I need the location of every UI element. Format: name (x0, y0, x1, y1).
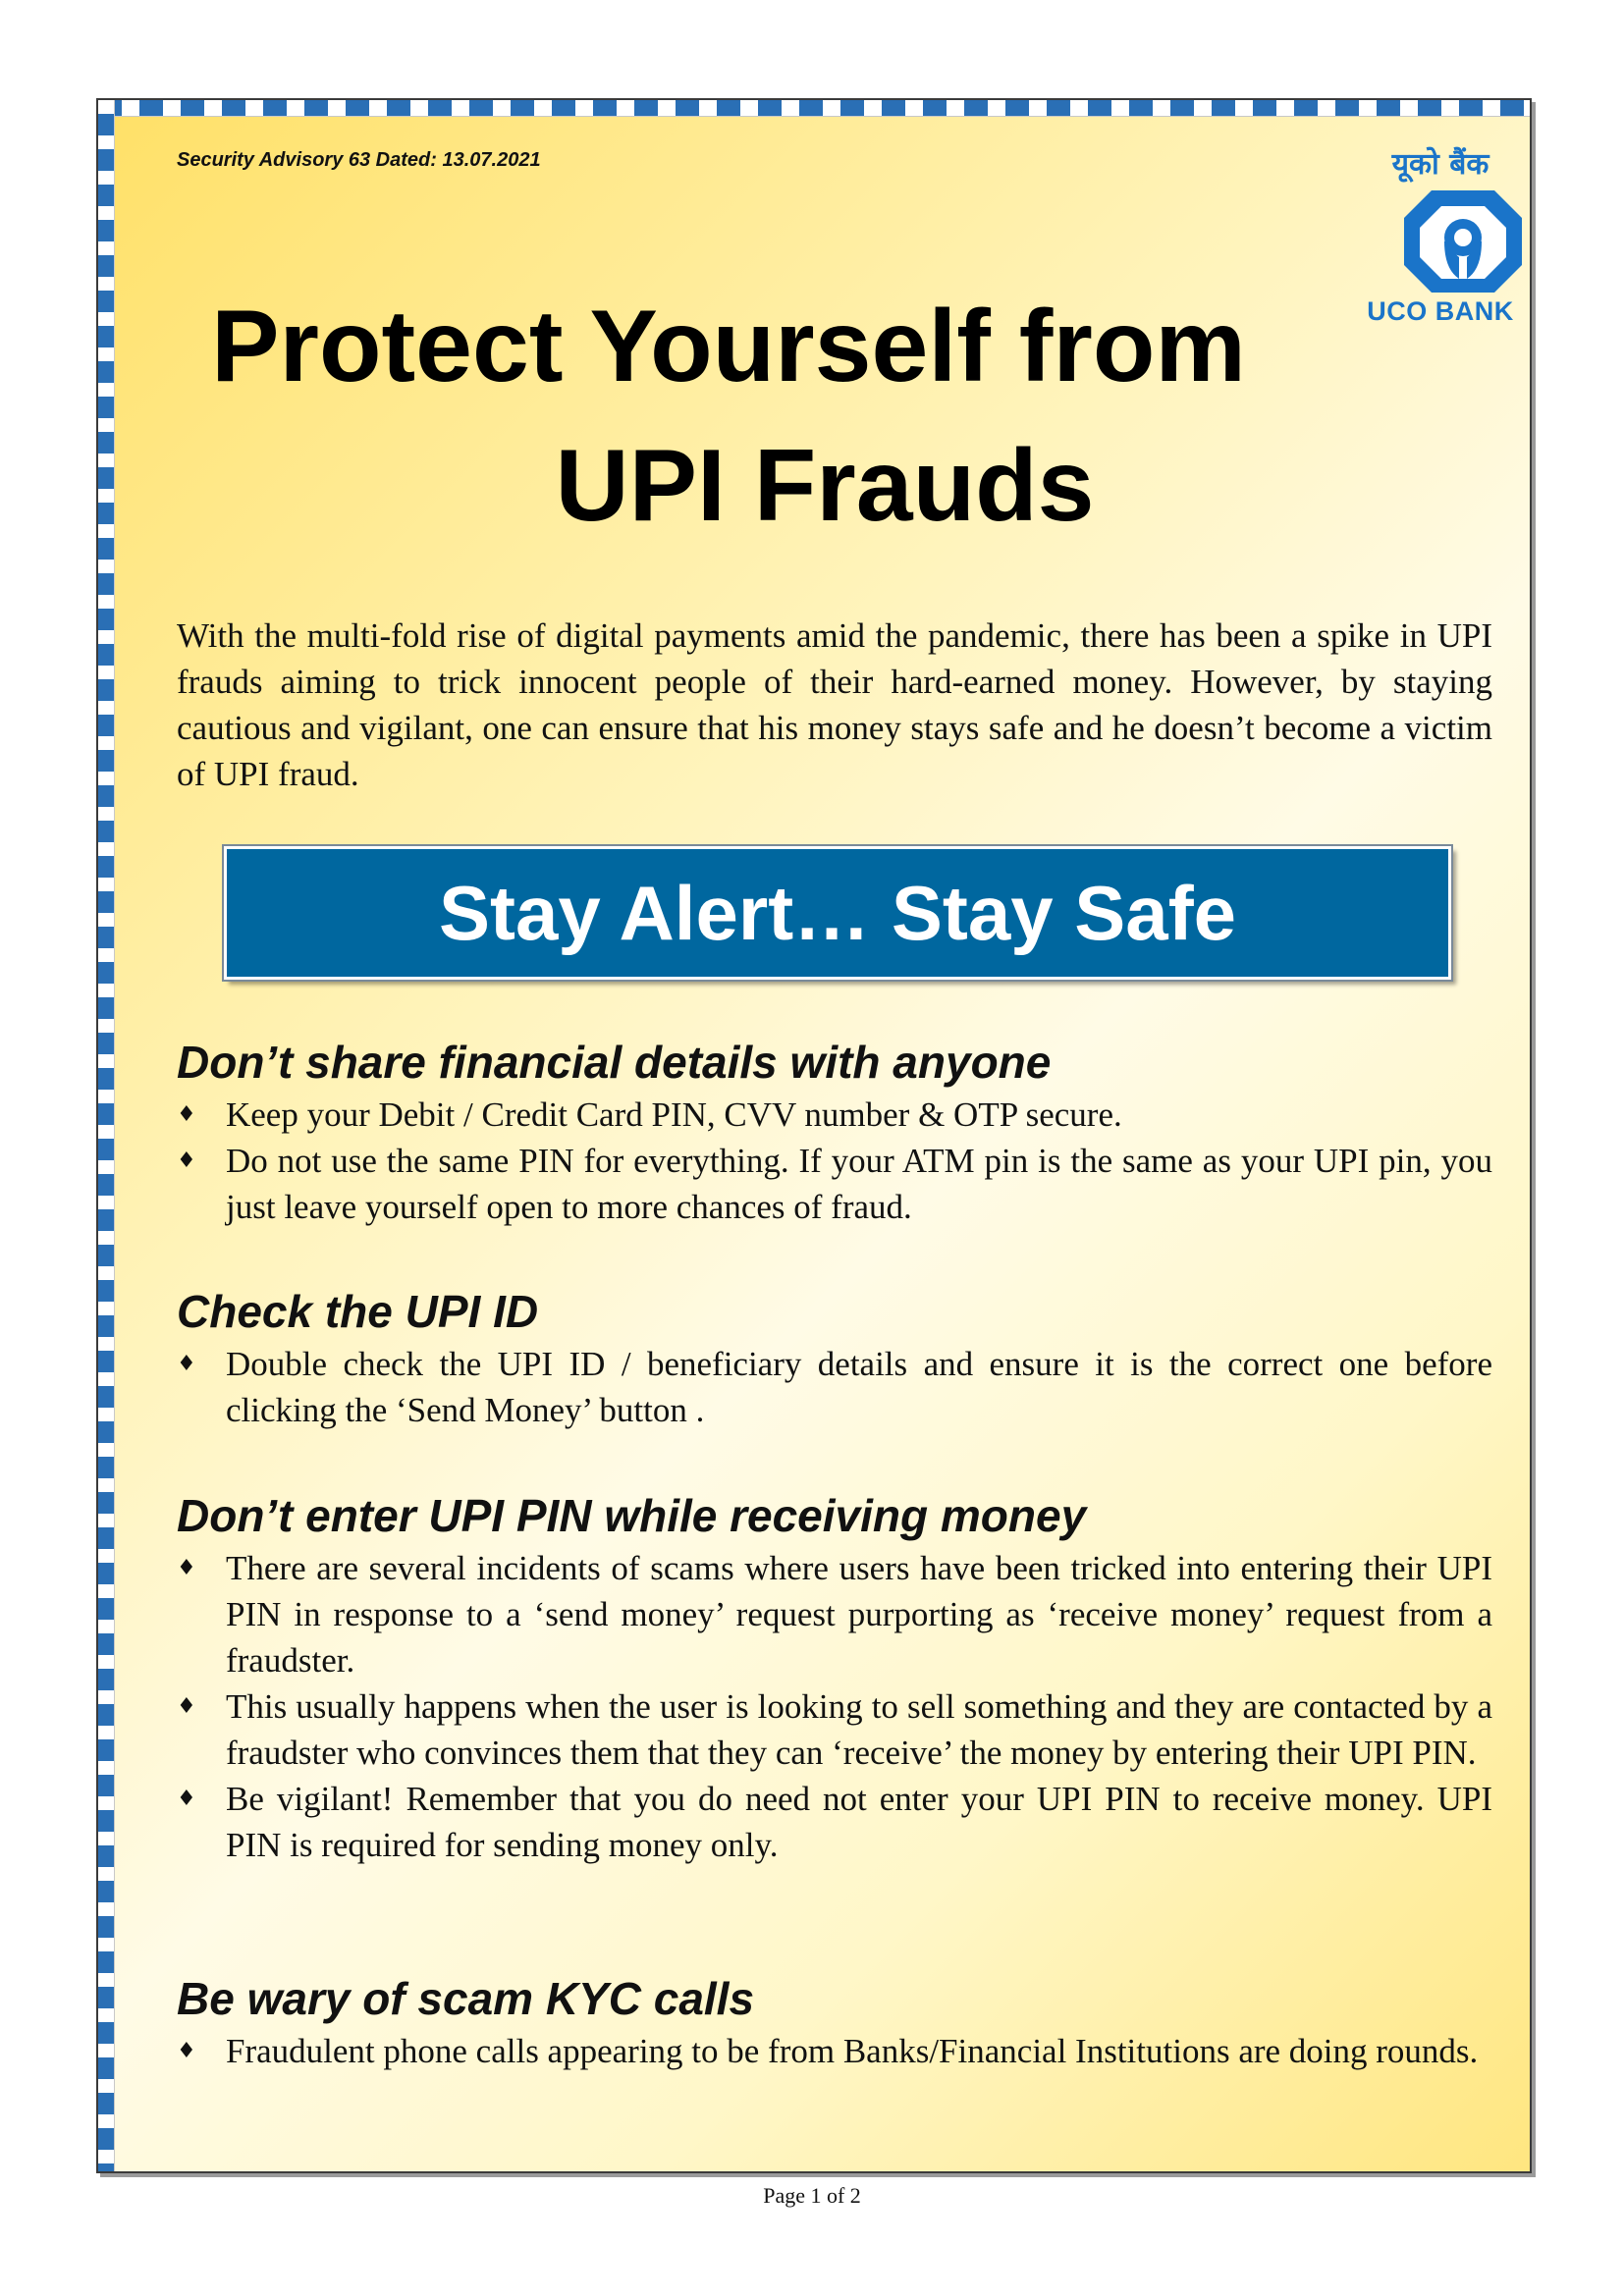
section-upi-pin-receiving (177, 1488, 1492, 1868)
list-item: ♦ Double check the UPI ID / beneficiary details and ensure it is the correct one before clicking the ‘Send Money’ button . (177, 1341, 1492, 1433)
list-item: ♦ Be vigilant! Remember that you do need not enter your UPI PIN to receive money. UPI PIN is required for sending money only. (177, 1776, 1492, 1868)
bullet-list (177, 1092, 1492, 1230)
diamond-bullet-icon: ♦ (177, 1556, 196, 1580)
list-item: ♦ This usually happens when the user is looking to sell something and they are contacted by a fraudster who convinces them that they can ‘receive’ the money by entering their UPI PIN. (177, 1683, 1492, 1776)
list-item: ♦ Fraudulent phone calls appearing to be from Banks/Financial Institutions are doing rounds. (177, 2028, 1492, 2074)
list-item: ♦ Do not use the same PIN for everything. If your ATM pin is the same as your UPI pin, you just leave yourself open to more chances of fraud. (177, 1138, 1492, 1230)
intro-paragraph: With the multi-fold rise of digital payments amid the pandemic, there has been a spike in UPI frauds aiming to trick innocent people of their hard-earned money. However, by staying cautious and vigilant, one can ensure that his money stays safe and he doesn’t become a victim of UPI fraud. (177, 616, 1492, 793)
section-heading: Don’t share financial details with anyone (177, 1037, 1052, 1088)
logo-hindi-text: यूको बैंक (1391, 147, 1489, 182)
list-item: ♦ Keep your Debit / Credit Card PIN, CVV number & OTP secure. (177, 1092, 1492, 1138)
section-scam-kyc-calls (177, 1971, 1492, 2074)
bullet-list (177, 1341, 1492, 1433)
stay-alert-banner: Stay Alert… Stay Safe (224, 846, 1451, 980)
logo-bank-name: UCO BANK (1367, 296, 1514, 326)
section-heading: Don’t enter UPI PIN while receiving money (177, 1490, 1087, 1541)
advisory-header: Security Advisory 63 Dated: 13.07.2021 (177, 149, 541, 171)
page-title (157, 277, 1473, 556)
section-heading: Check the UPI ID (177, 1286, 539, 1337)
diamond-bullet-icon: ♦ (177, 1148, 196, 1173)
section-financial-details (177, 1035, 1492, 1230)
diamond-bullet-icon: ♦ (177, 1352, 196, 1376)
section-heading: Be wary of scam KYC calls (177, 1973, 755, 2024)
list-item: ♦ There are several incidents of scams where users have been tricked into entering their UPI PIN in response to a ‘send money’ request purporting as ‘receive money’ request from a fraudster. (177, 1545, 1492, 1683)
bullet-list (177, 1545, 1492, 1868)
title-line-1: Protect Yourself from (211, 290, 1246, 403)
top-dashed-border (98, 100, 1530, 117)
diamond-bullet-icon: ♦ (177, 1102, 196, 1127)
page-number: Page 1 of 2 (763, 2183, 861, 2208)
advisory-page-frame (96, 98, 1532, 2173)
diamond-bullet-icon: ♦ (177, 1787, 196, 1811)
bullet-list (177, 2028, 1492, 2074)
section-check-upi-id (177, 1284, 1492, 1433)
title-line-2: UPI Frauds (555, 429, 1095, 543)
diamond-bullet-icon: ♦ (177, 2039, 196, 2063)
diamond-bullet-icon: ♦ (177, 1694, 196, 1719)
